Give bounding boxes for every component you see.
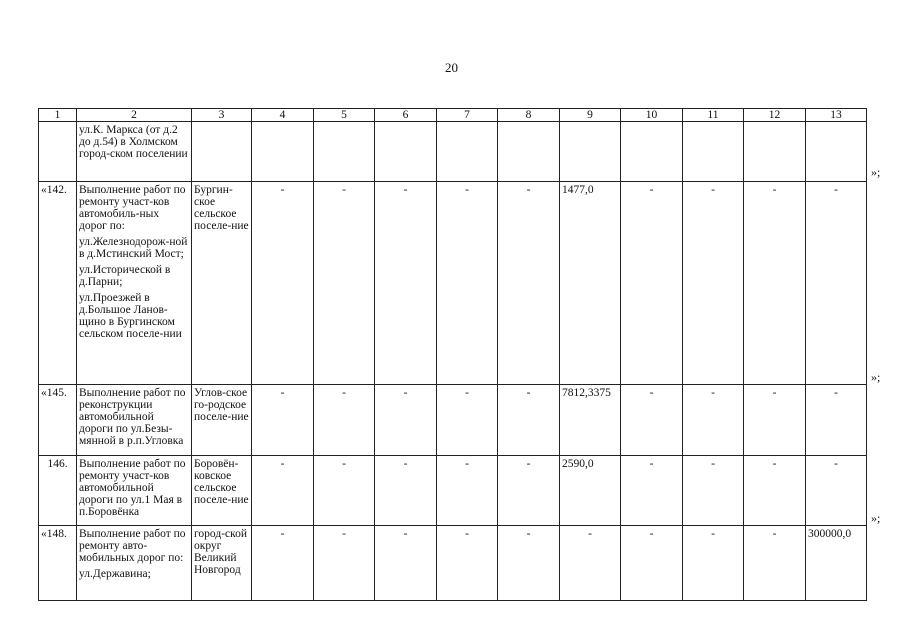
row-description: Выполнение работ по реконструкции автомобильной дороги по ул.Безы-мянной в р.п.Угловка	[77, 385, 192, 456]
closing-quote: »;	[871, 370, 881, 384]
value-cell: -	[498, 182, 560, 385]
street-line: ул.Проезжей в д.Большое Ланов-щино в Бургинском сельском поселе-нии	[79, 292, 182, 340]
budget-table	[38, 108, 867, 601]
value-cell: -	[375, 385, 437, 456]
street-line: ул.Железнодорож-ной в д.Мстинский Мост;	[79, 236, 188, 260]
header-cell: 11	[683, 109, 744, 122]
value-cell: -	[498, 456, 560, 526]
value-cell: -	[560, 526, 621, 601]
value-cell: -	[314, 385, 375, 456]
value-cell: -	[498, 526, 560, 601]
row-description: ул.К. Маркса (от д.2 до д.54) в Холмском город-ском поселении	[77, 122, 192, 182]
value-cell: -	[806, 385, 867, 456]
value-cell: -	[683, 456, 744, 526]
header-cell: 12	[744, 109, 806, 122]
value-cell: -	[498, 385, 560, 456]
value-cell: -	[437, 526, 498, 601]
table-row-146	[39, 456, 867, 526]
header-row	[39, 109, 867, 122]
value-cell: -	[806, 182, 867, 385]
table-row-148	[39, 526, 867, 601]
page-number: 20	[445, 60, 458, 75]
row-title: Выполнение работ по ремонту участ-ков автомобиль-ных дорог по:	[79, 184, 186, 232]
value-cell: -	[683, 182, 744, 385]
row-location: Боровён-ковское сельское поселе-ние	[192, 456, 252, 526]
value-cell: 300000,0	[806, 526, 867, 601]
closing-quote: »;	[871, 165, 881, 179]
street-line: ул.Исторической в д.Парни;	[79, 264, 171, 288]
row-location: Углов-ское го-родское поселе-ние	[192, 385, 252, 456]
value-cell: -	[744, 526, 806, 601]
header-cell: 5	[314, 109, 375, 122]
table-row-marx	[39, 122, 867, 182]
row-number: «145.	[39, 385, 77, 456]
value-cell: -	[683, 526, 744, 601]
value-cell: -	[252, 456, 314, 526]
row-number: «142.	[39, 182, 77, 385]
header-cell: 3	[192, 109, 252, 122]
value-cell: -	[314, 182, 375, 385]
table-row-145	[39, 385, 867, 456]
value-cell: -	[375, 456, 437, 526]
value-cell: 7812,3375	[560, 385, 621, 456]
value-cell: -	[375, 182, 437, 385]
header-cell: 4	[252, 109, 314, 122]
value-cell: -	[252, 526, 314, 601]
value-cell: -	[621, 385, 683, 456]
header-cell: 8	[498, 109, 560, 122]
value-cell: -	[252, 182, 314, 385]
header-cell: 2	[77, 109, 192, 122]
value-cell: -	[744, 385, 806, 456]
value-cell: -	[375, 526, 437, 601]
value-cell: -	[744, 182, 806, 385]
value-cell: 1477,0	[560, 182, 621, 385]
row-description	[77, 526, 192, 601]
value-cell: 2590,0	[560, 456, 621, 526]
value-cell: -	[621, 526, 683, 601]
street-line: ул.Державина;	[79, 568, 151, 580]
header-cell: 13	[806, 109, 867, 122]
value-cell: -	[806, 456, 867, 526]
value-cell: -	[437, 385, 498, 456]
header-cell: 10	[621, 109, 683, 122]
value-cell: -	[437, 182, 498, 385]
value-cell: -	[252, 385, 314, 456]
row-location: город-ской округ Великий Новгород	[192, 526, 252, 601]
value-cell: -	[314, 526, 375, 601]
row-number: 146.	[39, 456, 77, 526]
value-cell: -	[437, 456, 498, 526]
header-cell: 7	[437, 109, 498, 122]
row-description: Выполнение работ по ремонту участ-ков автомобильной дороги по ул.1 Мая в п.Боровёнка	[77, 456, 192, 526]
value-cell: -	[744, 456, 806, 526]
value-cell: -	[621, 182, 683, 385]
row-number: «148.	[39, 526, 77, 601]
header-cell: 1	[39, 109, 77, 122]
value-cell: -	[683, 385, 744, 456]
header-cell: 6	[375, 109, 437, 122]
table-row-142	[39, 182, 867, 385]
row-location: Бургин-ское сельское поселе-ние	[192, 182, 252, 385]
row-title: Выполнение работ по ремонту авто-мобильных дорог по:	[79, 528, 186, 564]
row-description	[77, 182, 192, 385]
value-cell: -	[621, 456, 683, 526]
header-cell: 9	[560, 109, 621, 122]
value-cell: -	[314, 456, 375, 526]
closing-quote: »;	[871, 511, 881, 525]
